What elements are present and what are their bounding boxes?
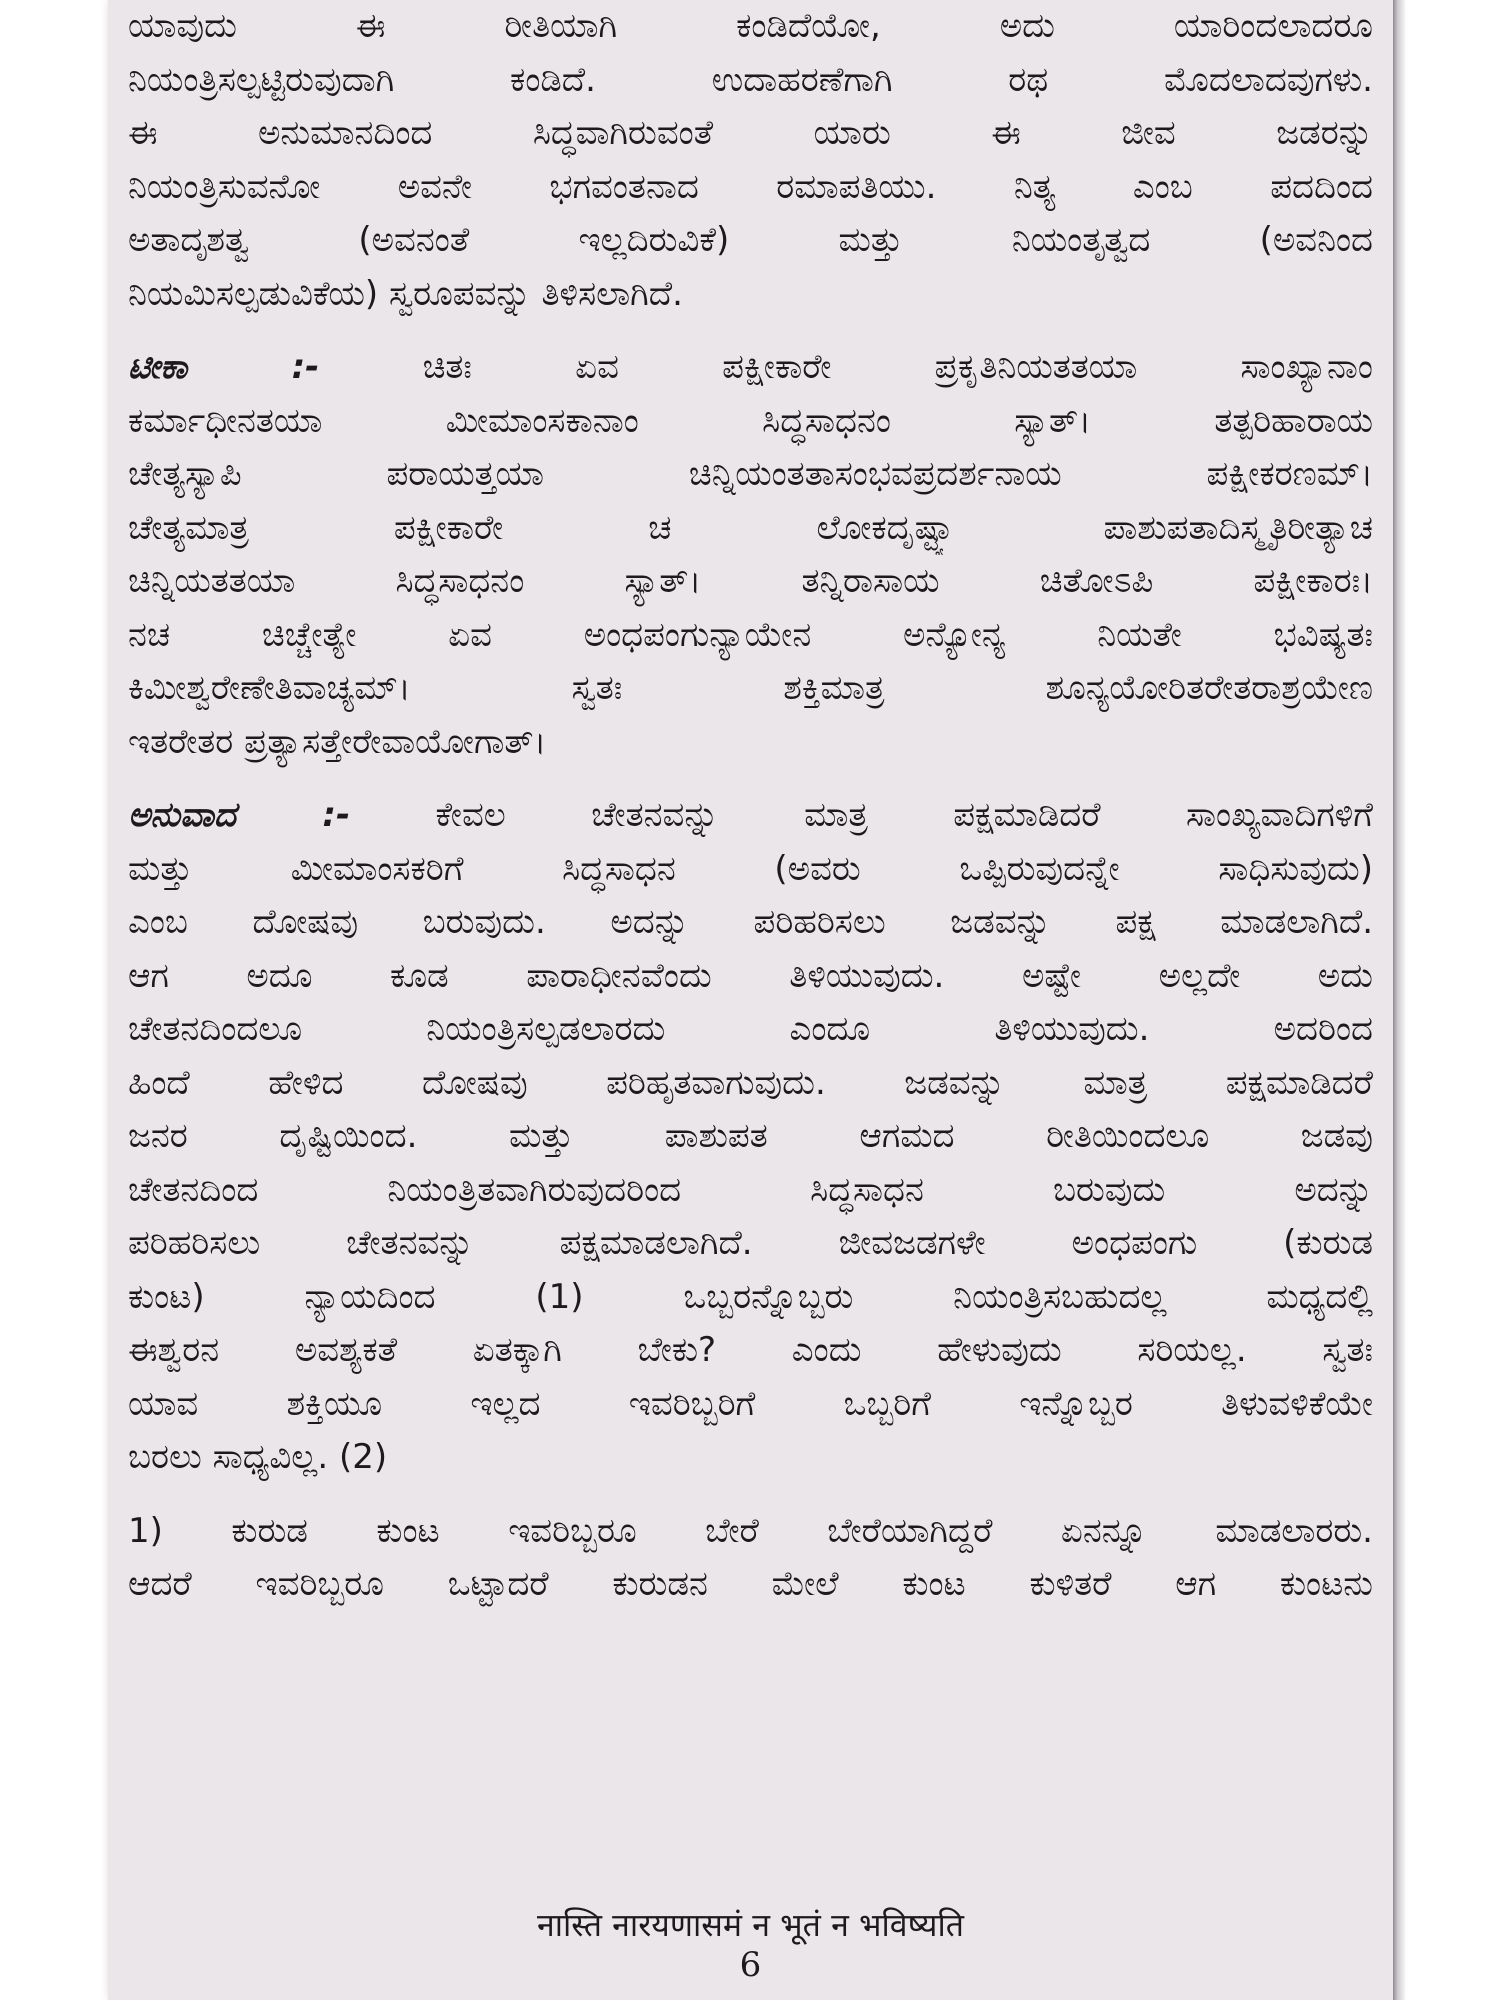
teeka-label: ಟೀಕಾ :-: [128, 347, 320, 387]
footer-quote: नास्ति नारयणासमं न भूतं न भविष्यति: [536, 1906, 965, 1944]
text-line: ನಚ ಚಿಚ್ಚೇತ್ಯೇ ಏವ ಅಂಧಪಂಗುನ್ಯಾಯೇನ ಅನ್ಯೋನ್ಯ ನಿಯತೇ ಭವಿಷ್ಯತಃ: [128, 614, 1373, 655]
text-line: ಚೇತನದಿಂದಲೂ ನಿಯಂತ್ರಿಸಲ್ಪಡಲಾರದು ಎಂದೂ ತಿಳಿಯುವುದು. ಅದರಿಂದ: [128, 1009, 1373, 1049]
text-line: [128, 789, 1373, 843]
text-line: ಆದರೆ ಇವರಿಬ್ಬರೂ ಒಟ್ಟಾದರೆ ಕುರುಡನ ಮೇಲೆ ಕುಂಟ ಕುಳಿತರೆ ಆಗ ಕುಂಟನು: [128, 1564, 1373, 1604]
text-line: ಕರ್ಮಾಧೀನತಯಾ ಮೀಮಾಂಸಕಾನಾಂ ಸಿದ್ಧಸಾಧನಂ ಸ್ಯಾತ್। ತತ್ಪರಿಹಾರಾಯ: [128, 400, 1373, 441]
text-line: ಚೇತ್ಯಸ್ಯಾಪಿ ಪರಾಯತ್ತಯಾ ಚಿನ್ನಿಯಂತತಾಸಂಭವಪ್ರದರ್ಶನಾಯ ಪಕ್ಷೀಕರಣಮ್।: [128, 454, 1373, 494]
paragraph-teeka: [128, 341, 1373, 769]
text-line: ಈ ಅನುಮಾನದಿಂದ ಸಿದ್ಧವಾಗಿರುವಂತೆ ಯಾರು ಈ ಜೀವ ಜಡರನ್ನು: [128, 113, 1373, 153]
text-line: ಅತಾದೃಶತ್ವ (ಅವನಂತೆ ಇಲ್ಲದಿರುವಿಕೆ) ಮತ್ತು ನಿಯಂತೃತ್ವದ (ಅವನಿಂದ: [128, 220, 1373, 260]
paragraph-anuvada: [128, 789, 1373, 1485]
text-line: ಎಂಬ ದೋಷವು ಬರುವುದು. ಅದನ್ನು ಪರಿಹರಿಸಲು ಜಡವನ್ನು ಪಕ್ಷ ಮಾಡಲಾಗಿದೆ.: [128, 902, 1373, 942]
text-line: ನಿಯಂತ್ರಿಸಲ್ಪಟ್ಟಿರುವುದಾಗಿ ಕಂಡಿದೆ. ಉದಾಹರಣೆಗಾಗಿ ರಥ ಮೊದಲಾದವುಗಳು.: [128, 59, 1373, 100]
page-edge: [1393, 0, 1405, 2000]
page-number: 6: [739, 1945, 762, 1985]
text-line: [128, 341, 1373, 395]
text-line: ಯಾವುದು ಈ ರೀತಿಯಾಗಿ ಕಂಡಿದೆಯೋ, ಅದು ಯಾರಿಂದಲಾದರೂ: [128, 6, 1373, 46]
text-line: ಕಿಮೀಶ್ವರೇಣೇತಿವಾಚ್ಯಮ್। ಸ್ವತಃ ಶಕ್ತಿಮಾತ್ರ ಶೂನ್ಯಯೋರಿತರೇತರಾಶ್ರಯೇಣ: [128, 668, 1373, 708]
text-line: ಯಾವ ಶಕ್ತಿಯೂ ಇಲ್ಲದ ಇವರಿಬ್ಬರಿಗೆ ಒಬ್ಬರಿಗೆ ಇನ್ನೊಬ್ಬರ ತಿಳುವಳಿಕೆಯೇ: [128, 1383, 1373, 1424]
text-line: ನಿಯಮಿಸಲ್ಪಡುವಿಕೆಯ) ಸ್ವರೂಪವನ್ನು ತಿಳಿಸಲಾಗಿದೆ.: [128, 273, 683, 314]
text-span: ಕೇವಲ ಚೇತನವನ್ನು ಮಾತ್ರ ಪಕ್ಷಮಾಡಿದರೆ ಸಾಂಖ್ಯವಾದಿಗಳಿಗೆ: [435, 795, 1373, 835]
text-line: ಚೇತ್ಯಮಾತ್ರ ಪಕ್ಷೀಕಾರೇ ಚ ಲೋಕದೃಷ್ಟ್ಯಾ ಪಾಶುಪತಾದಿಸ್ಮೃತಿರೀತ್ಯಾಚ: [128, 507, 1373, 548]
text-line: ಈಶ್ವರನ ಅವಶ್ಯಕತೆ ಏತಕ್ಕಾಗಿ ಬೇಕು? ಎಂದು ಹೇಳುವುದು ಸರಿಯಲ್ಲ. ಸ್ವತಃ: [128, 1330, 1373, 1370]
page-content: [128, 0, 1373, 1612]
anuvada-label: ಅನುವಾದ :-: [128, 795, 351, 835]
text-line: ನಿಯಂತ್ರಿಸುವನೋ ಅವನೇ ಭಗವಂತನಾದ ರಮಾಪತಿಯು. ನಿತ್ಯ ಎಂಬ ಪದದಿಂದ: [128, 166, 1373, 207]
text-line: ಕುಂಟ) ನ್ಯಾಯದಿಂದ (1) ಒಬ್ಬರನ್ನೊಬ್ಬರು ನಿಯಂತ್ರಿಸಬಹುದಲ್ಲ ಮಧ್ಯದಲ್ಲಿ: [128, 1276, 1373, 1317]
text-line: ಹಿಂದೆ ಹೇಳಿದ ದೋಷವು ಪರಿಹೃತವಾಗುವುದು. ಜಡವನ್ನು ಮಾತ್ರ ಪಕ್ಷಮಾಡಿದರೆ: [128, 1062, 1373, 1103]
paragraph-intro: [128, 0, 1373, 321]
footnote: [128, 1505, 1373, 1612]
text-line: ಬರಲು ಸಾಧ್ಯವಿಲ್ಲ. (2): [128, 1437, 388, 1477]
text-line: ಚೇತನದಿಂದ ನಿಯಂತ್ರಿತವಾಗಿರುವುದರಿಂದ ಸಿದ್ಧಸಾಧನ ಬರುವುದು ಅದನ್ನು: [128, 1169, 1373, 1210]
text-line: 1) ಕುರುಡ ಕುಂಟ ಇವರಿಬ್ಬರೂ ಬೇರೆ ಬೇರೆಯಾಗಿದ್ದರೆ ಏನನ್ನೂ ಮಾಡಲಾರರು.: [128, 1510, 1373, 1551]
text-line: ಪರಿಹರಿಸಲು ಚೇತನವನ್ನು ಪಕ್ಷಮಾಡಲಾಗಿದೆ. ಜೀವಜಡಗಳೇ ಅಂಧಪಂಗು (ಕುರುಡ: [128, 1223, 1373, 1263]
text-line: ಆಗ ಅದೂ ಕೂಡ ಪಾರಾಧೀನವೆಂದು ತಿಳಿಯುವುದು. ಅಷ್ಟೇ ಅಲ್ಲದೇ ಅದು: [128, 955, 1373, 996]
text-span: ಚಿತಃ ಏವ ಪಕ್ಷೀಕಾರೇ ಪ್ರಕೃತಿನಿಯತತಯಾ ಸಾಂಖ್ಯಾನಾಂ: [422, 347, 1373, 387]
text-line: ಇತರೇತರ ಪ್ರತ್ಯಾಸತ್ತೇರೇವಾಯೋಗಾತ್।: [128, 721, 547, 762]
text-line: ಮತ್ತು ಮೀಮಾಂಸಕರಿಗೆ ಸಿದ್ಧಸಾಧನ (ಅವರು ಒಪ್ಪಿರುವುದನ್ನೇ ಸಾಧಿಸುವುದು): [128, 848, 1373, 889]
book-page: [108, 0, 1393, 2000]
text-line: ಜನರ ದೃಷ್ಟಿಯಿಂದ. ಮತ್ತು ಪಾಶುಪತ ಆಗಮದ ರೀತಿಯಿಂದಲೂ ಜಡವು: [128, 1116, 1373, 1156]
text-line: ಚಿನ್ನಿಯತತಯಾ ಸಿದ್ಧಸಾಧನಂ ಸ್ಯಾತ್। ತನ್ನಿರಾಸಾಯ ಚಿತೋಽಪಿ ಪಕ್ಷೀಕಾರಃ।: [128, 561, 1373, 601]
